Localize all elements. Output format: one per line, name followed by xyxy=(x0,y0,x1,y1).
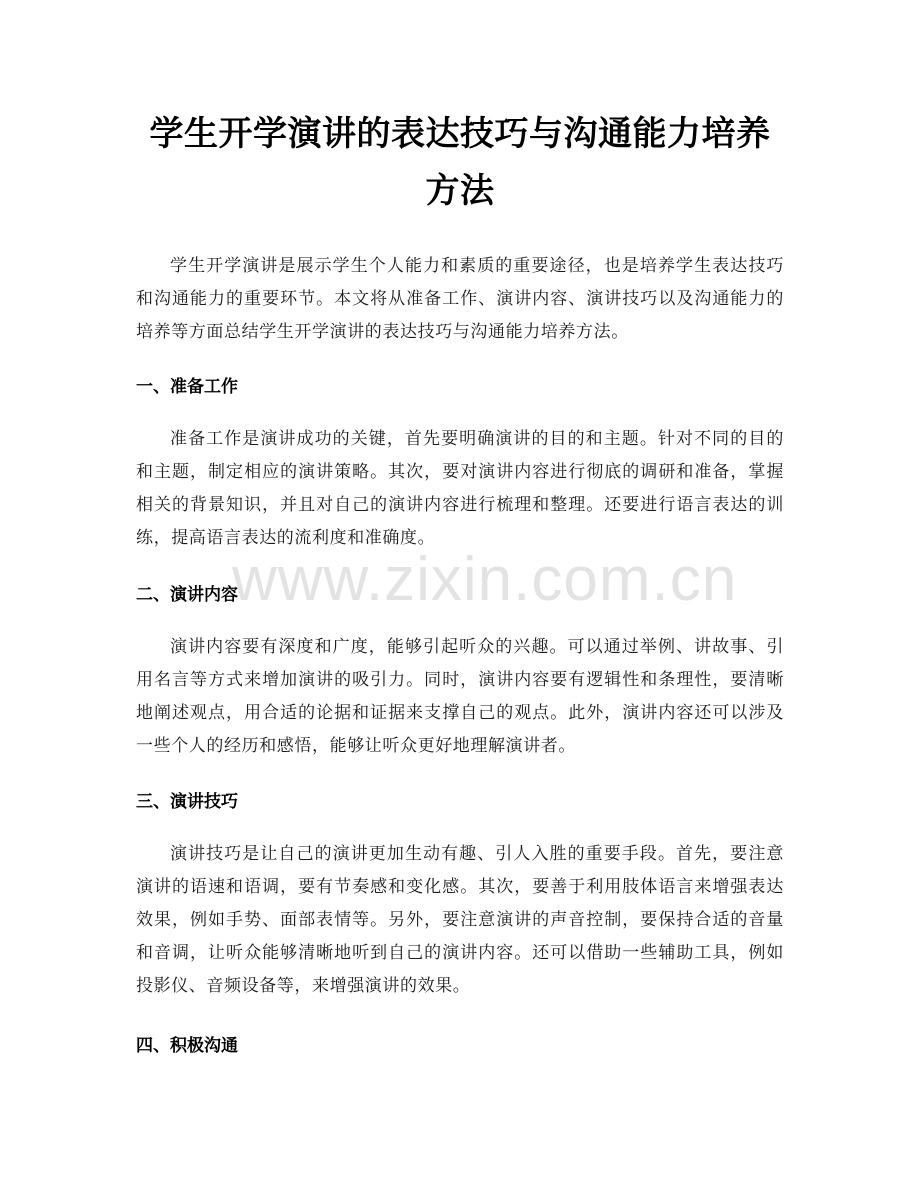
section-body-preparation: 准备工作是演讲成功的关键，首先要明确演讲的目的和主题。针对不同的目的和主题，制定相应的演讲策略。其次，要对演讲内容进行彻底的调研和准备，掌握相关的背景知识，并且对自己的演讲内容进行梳理和整理。还要进行语言表达的训练，提高语言表达的流利度和准确度。 xyxy=(136,429,784,548)
section-heading-communication: 四、积极沟通 xyxy=(136,1036,238,1056)
section-heading-content: 二、演讲内容 xyxy=(136,585,238,605)
section-body-content: 演讲内容要有深度和广度，能够引起听众的兴趣。可以通过举例、讲故事、引用名言等方式来增加演讲的吸引力。同时，演讲内容要有逻辑性和条理性，要清晰地阐述观点，用合适的论据和证据来支撑自己的观点。此外，演讲内容还可以涉及一些个人的经历和感悟，能够让听众更好地理解演讲者。 xyxy=(136,637,784,756)
watermark: www.zixin.com.cn xyxy=(232,545,738,614)
intro-paragraph: 学生开学演讲是展示学生个人能力和素质的重要途径，也是培养学生表达技巧和沟通能力的重要环节。本文将从准备工作、演讲内容、演讲技巧以及沟通能力的培养等方面总结学生开学演讲的表达技巧与沟通能力培养方法。 xyxy=(136,256,784,342)
section-body-techniques: 演讲技巧是让自己的演讲更加生动有趣、引人入胜的重要手段。首先，要注意演讲的语速和语调，要有节奏感和变化感。其次，要善于利用肢体语言来增强表达效果，例如手势、面部表情等。另外，要注意演讲的声音控制，要保持合适的音量和音调，让听众能够清晰地听到自己的演讲内容。还可以借助一些辅助工具，例如投影仪、音频设备等，来增强演讲的效果。 xyxy=(136,844,784,996)
document-title: 学生开学演讲的表达技巧与沟通能力培养方法 xyxy=(149,114,771,211)
section-heading-preparation: 一、准备工作 xyxy=(136,377,238,397)
section-heading-techniques: 三、演讲技巧 xyxy=(136,792,238,812)
